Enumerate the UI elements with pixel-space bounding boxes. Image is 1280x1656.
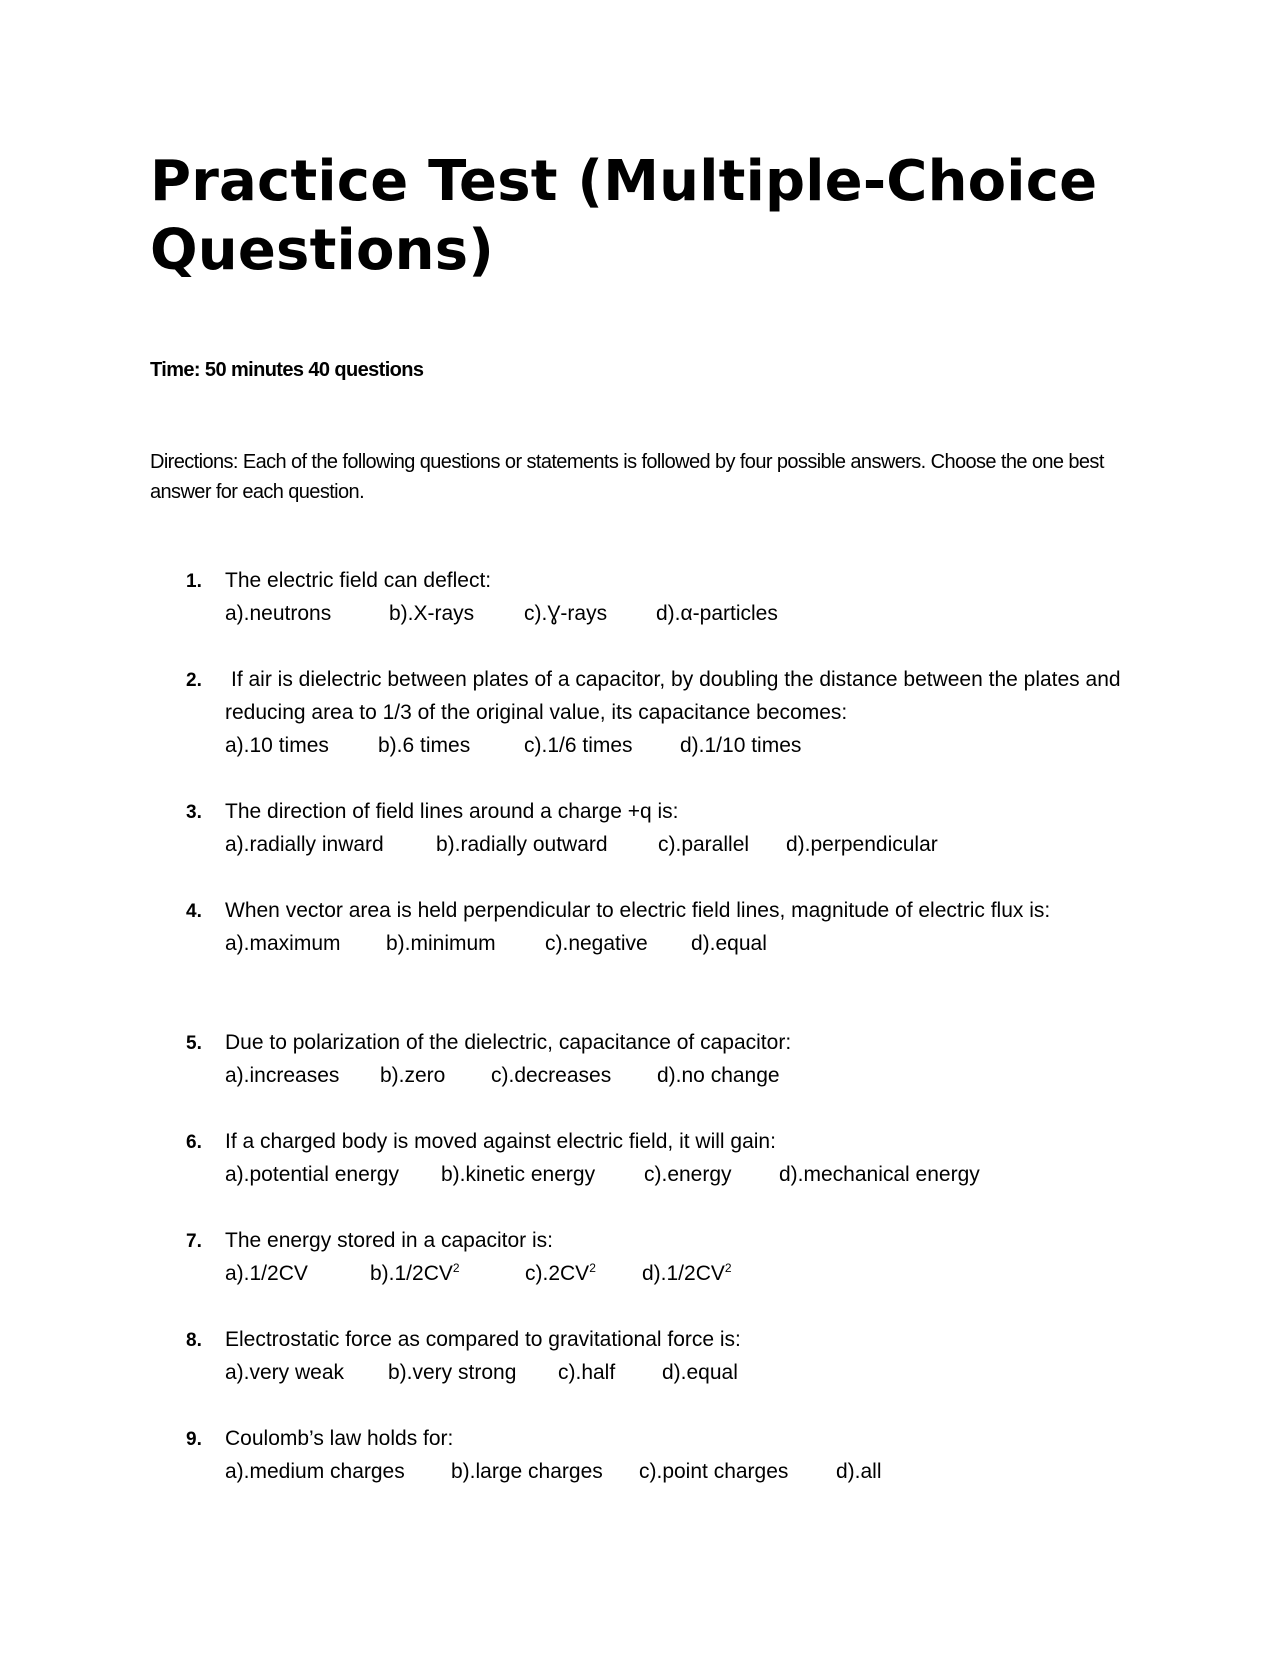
question-number: 1.	[186, 571, 202, 592]
option-c: c).Ɣ-rays	[524, 602, 608, 625]
question-4	[186, 894, 1126, 960]
option-d: d).equal	[662, 1361, 738, 1384]
question-8	[186, 1323, 1126, 1389]
option-c: c).half	[558, 1361, 616, 1384]
question-text: The electric field can deflect:	[225, 569, 492, 592]
question-3	[186, 795, 1126, 861]
option-b: b).minimum	[386, 932, 496, 955]
question-text: Coulomb’s law holds for:	[225, 1427, 454, 1450]
option-c: c).parallel	[658, 833, 750, 856]
answer-options	[225, 927, 1126, 960]
option-b: b).kinetic energy	[441, 1163, 596, 1186]
question-2	[186, 663, 1126, 762]
answer-options	[225, 1356, 1126, 1389]
option-c: c).negative	[545, 932, 648, 955]
question-number: 3.	[186, 802, 202, 823]
question-text: Electrostatic force as compared to gravitational force is:	[225, 1328, 741, 1351]
option-d: d).no change	[657, 1064, 780, 1087]
question-7	[186, 1224, 1126, 1290]
option-a: a).increases	[225, 1064, 340, 1087]
question-number: 7.	[186, 1231, 202, 1252]
answer-options	[225, 1158, 1126, 1191]
option-b: b).X-rays	[389, 602, 475, 625]
option-a: a).radially inward	[225, 833, 384, 856]
option-d: d).1/10 times	[680, 734, 802, 757]
question-6	[186, 1125, 1126, 1191]
option-b: b).large charges	[451, 1460, 603, 1483]
option-b: b).very strong	[388, 1361, 517, 1384]
page-title: Practice Test (Multiple-Choice Questions)	[150, 149, 1098, 283]
option-b	[370, 1257, 525, 1290]
question-text: When vector area is held perpendicular to electric field lines, magnitude of electric flux is:	[225, 899, 1051, 922]
option-d	[642, 1257, 732, 1290]
answer-options	[225, 1455, 1126, 1488]
time-info: Time: 50 minutes 40 questions	[150, 359, 424, 381]
option-c-text: c).2CV	[525, 1262, 590, 1285]
question-number: 8.	[186, 1330, 202, 1351]
question-number: 9.	[186, 1429, 202, 1450]
question-number: 6.	[186, 1132, 202, 1153]
question-number: 5.	[186, 1033, 202, 1054]
option-b: b).radially outward	[436, 833, 608, 856]
question-9	[186, 1422, 1126, 1488]
question-text: If a charged body is moved against electric field, it will gain:	[225, 1130, 776, 1153]
option-a: a).very weak	[225, 1361, 345, 1384]
option-a	[225, 1257, 370, 1290]
option-a: a).potential energy	[225, 1163, 399, 1186]
answer-options	[225, 1059, 1126, 1092]
answer-options	[225, 597, 1126, 630]
question-text	[225, 663, 1126, 729]
question-text: The energy stored in a capacitor is:	[225, 1229, 554, 1252]
option-b: b).6 times	[378, 734, 471, 757]
answer-options	[225, 729, 1126, 762]
option-b-text: b).1/2CV	[370, 1262, 453, 1285]
answer-options	[225, 828, 1126, 861]
option-b-superscript: 2	[452, 1261, 460, 1275]
option-c: c).1/6 times	[524, 734, 633, 757]
question-text: Due to polarization of the dielectric, capacitance of capacitor:	[225, 1031, 792, 1054]
option-d: d).perpendicular	[786, 833, 938, 856]
option-c: c).point charges	[639, 1460, 789, 1483]
option-a: a).neutrons	[225, 602, 332, 625]
question-5	[186, 1026, 1126, 1092]
option-d: d).α-particles	[656, 602, 778, 625]
option-d: d).all	[836, 1460, 882, 1483]
option-c	[525, 1257, 642, 1290]
question-number: 4.	[186, 901, 202, 922]
option-b: b).zero	[380, 1064, 446, 1087]
option-d-superscript: 2	[724, 1261, 732, 1275]
option-a: a).maximum	[225, 932, 341, 955]
option-d: d).equal	[691, 932, 767, 955]
question-text-content: If air is dielectric between plates of a capacitor, by doubling the distance between the plates and reducing area to 1/3 of the original value, its capacitance becomes:	[225, 668, 1121, 724]
option-a: a).medium charges	[225, 1460, 405, 1483]
option-c: c).energy	[644, 1163, 732, 1186]
option-d: d).mechanical energy	[779, 1163, 980, 1186]
question-number: 2.	[186, 670, 202, 691]
answer-options	[225, 1257, 1126, 1290]
directions-text: Directions: Each of the following questions or statements is followed by four possible answers. Choose the one best answer for each question.	[150, 451, 1104, 503]
question-1	[186, 564, 1126, 630]
question-text: The direction of field lines around a charge +q is:	[225, 800, 679, 823]
option-a-text: a).1/2CV	[225, 1262, 308, 1285]
option-c: c).decreases	[491, 1064, 612, 1087]
option-c-superscript: 2	[589, 1261, 596, 1275]
option-d-text: d).1/2CV	[642, 1262, 725, 1285]
option-a: a).10 times	[225, 734, 329, 757]
